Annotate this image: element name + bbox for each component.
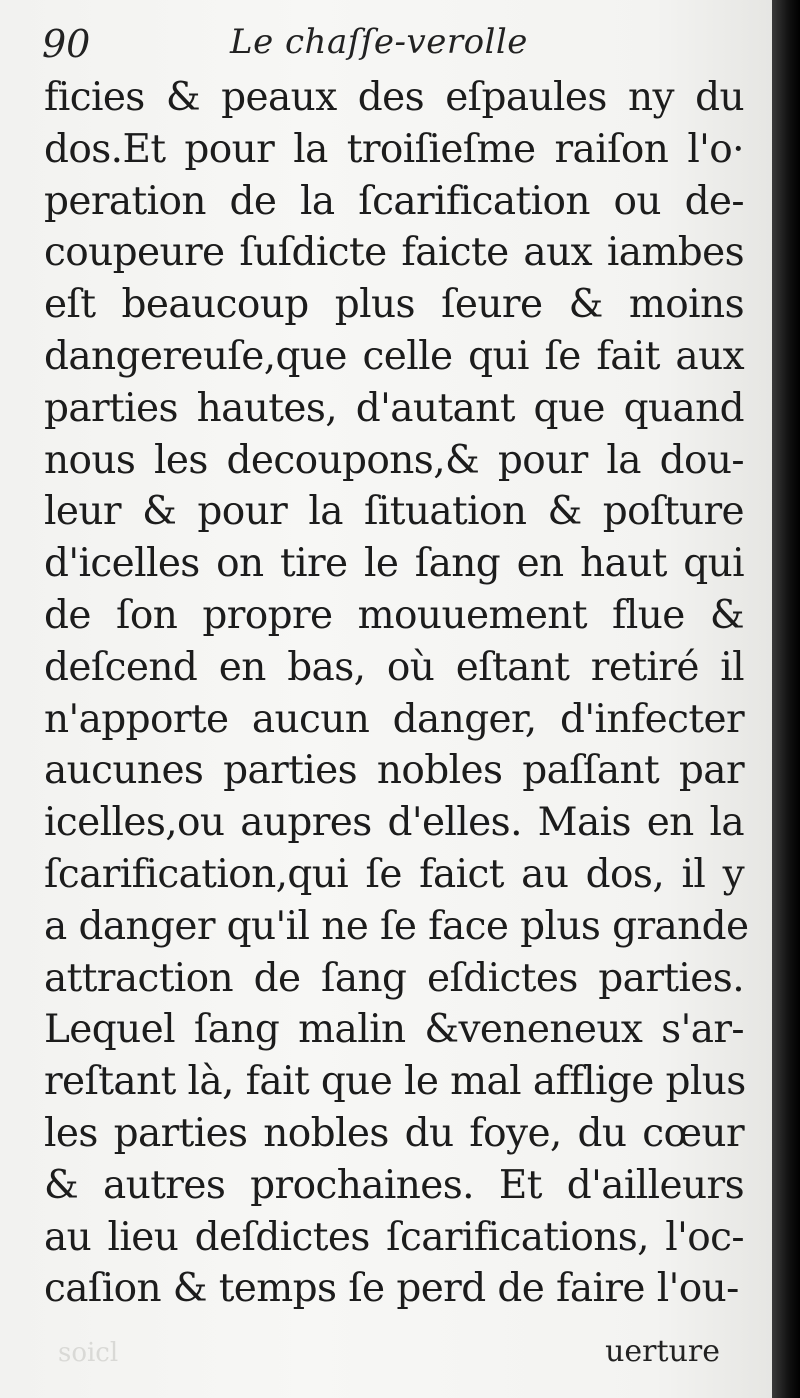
text-line: attraction de ſang eſdictes parties. <box>44 955 744 1001</box>
text-line: ſcarification,qui ſe faict au dos, il y <box>44 851 744 897</box>
text-line: & autres prochaines. Et d'ailleurs <box>44 1162 744 1208</box>
text-line: dos.Et pour la troiſieſme raiſon l'o· <box>44 126 744 172</box>
text-line: coupeure ſuſdicte faicte aux iambes <box>44 230 744 276</box>
text-line: ficies & peaux des eſpaules ny du <box>44 75 744 120</box>
text-line: les parties nobles du foye, du cœur <box>44 1110 744 1156</box>
text-line: dangereuſe,que celle qui ſe fait aux <box>44 333 744 379</box>
body-text <box>44 72 749 1315</box>
text-line: a danger qu'il ne ſe face plus grande <box>44 903 749 949</box>
text-line: aucunes parties nobles paſſant par <box>44 748 744 794</box>
catchword: uerture <box>605 1334 720 1369</box>
text-line: caſion & temps ſe perd de faire l'ou- <box>44 1266 739 1312</box>
text-line: eſt beaucoup plus ſeure & moins <box>44 282 744 328</box>
text-line: icelles,ou aupres d'elles. Mais en la <box>44 800 744 846</box>
text-line: d'icelles on tire le ſang en haut qui <box>44 541 744 587</box>
text-line: n'apporte aucun danger, d'infecter <box>44 696 744 742</box>
text-line: peration de la ſcarification ou de- <box>44 178 744 224</box>
text-line: deſcend en bas, où eſtant retiré il <box>44 644 744 690</box>
page-header <box>42 18 742 70</box>
text-line: leur & pour la ſituation & poſture <box>44 489 744 535</box>
text-line: nous les decoupons,& pour la dou- <box>44 437 744 483</box>
faint-bleed-through-text: soicl <box>58 1338 119 1368</box>
text-line: au lieu deſdictes ſcarifications, l'oc- <box>44 1214 744 1260</box>
text-line: parties hautes, d'autant que quand <box>44 385 744 431</box>
page-number: 90 <box>42 22 91 66</box>
page-edge-shadow <box>772 0 800 1398</box>
text-line: de ſon propre mouuement flue & <box>44 592 744 638</box>
text-line: Lequel ſang malin &veneneux s'ar- <box>44 1007 744 1053</box>
text-line: reſtant là, fait que le mal afflige plus <box>44 1059 746 1105</box>
running-title: Le chaſſe-verolle <box>230 22 528 62</box>
